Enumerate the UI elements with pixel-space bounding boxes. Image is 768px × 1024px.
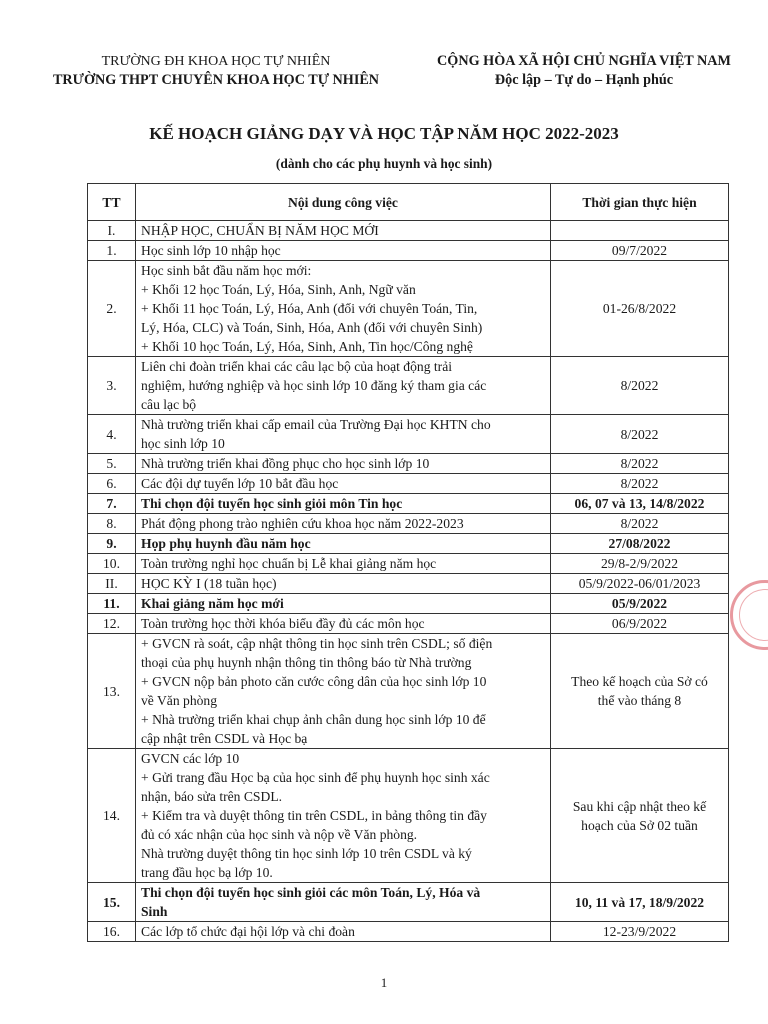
row-number: 7. bbox=[88, 494, 136, 514]
table-row bbox=[88, 454, 729, 474]
row-number: I. bbox=[88, 221, 136, 241]
schedule-table bbox=[87, 183, 729, 942]
row-time: 09/7/2022 bbox=[551, 241, 729, 261]
table-row bbox=[88, 634, 729, 749]
table-row bbox=[88, 415, 729, 454]
row-task: Các lớp tổ chức đại hội lớp và chi đoàn bbox=[136, 922, 551, 942]
national-motto: Độc lập – Tự do – Hạnh phúc bbox=[494, 72, 674, 88]
row-time: 06/9/2022 bbox=[551, 614, 729, 634]
table-row bbox=[88, 357, 729, 415]
page-number: 1 bbox=[380, 975, 388, 990]
row-task: Nhà trường triển khai đồng phục cho học sinh lớp 10 bbox=[136, 454, 551, 474]
header-work: Nội dung công việc bbox=[136, 184, 551, 221]
country-name: CỘNG HÒA XÃ HỘI CHỦ NGHĨA VIỆT NAM bbox=[437, 53, 731, 69]
row-time: 10, 11 và 17, 18/9/2022 bbox=[551, 883, 729, 922]
row-number: 13. bbox=[88, 634, 136, 749]
table-body bbox=[88, 221, 729, 942]
row-time: 05/9/2022-06/01/2023 bbox=[551, 574, 729, 594]
school-name: TRƯỜNG THPT CHUYÊN KHOA HỌC TỰ NHIÊN bbox=[52, 72, 380, 88]
row-task: GVCN các lớp 10 + Gửi trang đầu Học bạ của học sinh để phụ huynh học sinh xác nhận, báo sửa trên CSDL. + Kiểm tra và duyệt thông tin trên CSDL, in bảng thông tin đầy đủ có xác nhận của học sinh và nộp về Văn phòng. Nhà trường duyệt thông tin học sinh lớp 10 trên CSDL và ký trang đầu học bạ lớp 10. bbox=[136, 749, 551, 883]
row-time: Theo kế hoạch của Sở có thể vào tháng 8 bbox=[551, 634, 729, 749]
table-row bbox=[88, 474, 729, 494]
table-row bbox=[88, 574, 729, 594]
table-row bbox=[88, 241, 729, 261]
row-task: Toàn trường học thời khóa biểu đầy đủ các môn học bbox=[136, 614, 551, 634]
row-number: 11. bbox=[88, 594, 136, 614]
row-number: 3. bbox=[88, 357, 136, 415]
row-time: 01-26/8/2022 bbox=[551, 261, 729, 357]
row-time: Sau khi cập nhật theo kế hoạch của Sở 02 tuần bbox=[551, 749, 729, 883]
row-task: Khai giảng năm học mới bbox=[136, 594, 551, 614]
row-time: 06, 07 và 13, 14/8/2022 bbox=[551, 494, 729, 514]
row-task: + GVCN rà soát, cập nhật thông tin học sinh trên CSDL; số điện thoại của phụ huynh nhận thông tin thông báo từ Nhà trường + GVCN nộp bản photo căn cước công dân của học sinh lớp 10 về Văn phòng + Nhà trường triển khai chụp ảnh chân dung học sinh lớp 10 để cập nhật trên CSDL và Học bạ bbox=[136, 634, 551, 749]
row-task: Liên chi đoàn triển khai các câu lạc bộ của hoạt động trải nghiệm, hướng nghiệp và học sinh lớp 10 đăng ký tham gia các câu lạc bộ bbox=[136, 357, 551, 415]
table-row bbox=[88, 494, 729, 514]
row-time: 8/2022 bbox=[551, 514, 729, 534]
row-number: 10. bbox=[88, 554, 136, 574]
row-task: NHẬP HỌC, CHUẨN BỊ NĂM HỌC MỚI bbox=[136, 221, 551, 241]
row-number: 2. bbox=[88, 261, 136, 357]
table-row bbox=[88, 749, 729, 883]
table-row bbox=[88, 922, 729, 942]
row-task: Học sinh bắt đầu năm học mới: + Khối 12 học Toán, Lý, Hóa, Sinh, Anh, Ngữ văn + Khối 11 học Toán, Lý, Hóa, Anh (đối với chuyên Toán, Tin, Lý, Hóa, CLC) và Toán, Sinh, Hóa, Anh (đối với chuyên Sinh) + Khối 10 học Toán, Lý, Hóa, Sinh, Anh, Tin học/Công nghệ bbox=[136, 261, 551, 357]
row-task: Phát động phong trào nghiên cứu khoa học năm 2022-2023 bbox=[136, 514, 551, 534]
row-time: 8/2022 bbox=[551, 474, 729, 494]
document-subtitle: (dành cho các phụ huynh và học sinh) bbox=[275, 156, 493, 171]
table-row bbox=[88, 221, 729, 241]
row-number: 12. bbox=[88, 614, 136, 634]
school-header bbox=[30, 52, 402, 90]
national-header bbox=[414, 52, 754, 90]
table-row bbox=[88, 554, 729, 574]
row-task: HỌC KỲ I (18 tuần học) bbox=[136, 574, 551, 594]
row-number: 14. bbox=[88, 749, 136, 883]
university-name: TRƯỜNG ĐH KHOA HỌC TỰ NHIÊN bbox=[101, 54, 331, 69]
row-task: Họp phụ huynh đầu năm học bbox=[136, 534, 551, 554]
row-time: 05/9/2022 bbox=[551, 594, 729, 614]
row-time: 29/8-2/9/2022 bbox=[551, 554, 729, 574]
table-row bbox=[88, 534, 729, 554]
row-time: 12-23/9/2022 bbox=[551, 922, 729, 942]
header-tt: TT bbox=[88, 184, 136, 221]
row-task: Học sinh lớp 10 nhập học bbox=[136, 241, 551, 261]
table-row bbox=[88, 614, 729, 634]
row-time: 27/08/2022 bbox=[551, 534, 729, 554]
table-header-row bbox=[88, 184, 729, 221]
red-stamp-seal bbox=[730, 580, 768, 650]
row-number: 16. bbox=[88, 922, 136, 942]
table-row bbox=[88, 261, 729, 357]
document-title: KẾ HOẠCH GIẢNG DẠY VÀ HỌC TẬP NĂM HỌC 2022-2023 bbox=[149, 124, 619, 143]
table-row bbox=[88, 594, 729, 614]
row-number: 9. bbox=[88, 534, 136, 554]
row-number: II. bbox=[88, 574, 136, 594]
row-number: 6. bbox=[88, 474, 136, 494]
table-row bbox=[88, 514, 729, 534]
row-task: Thi chọn đội tuyển học sinh giỏi môn Tin học bbox=[136, 494, 551, 514]
table-row bbox=[88, 883, 729, 922]
row-number: 15. bbox=[88, 883, 136, 922]
row-task: Thi chọn đội tuyển học sinh giỏi các môn Toán, Lý, Hóa và Sinh bbox=[136, 883, 551, 922]
header-time: Thời gian thực hiện bbox=[551, 184, 729, 221]
row-time: 8/2022 bbox=[551, 454, 729, 474]
row-number: 1. bbox=[88, 241, 136, 261]
row-time: 8/2022 bbox=[551, 357, 729, 415]
row-number: 5. bbox=[88, 454, 136, 474]
row-task: Nhà trường triển khai cấp email của Trường Đại học KHTN cho học sinh lớp 10 bbox=[136, 415, 551, 454]
row-time bbox=[551, 221, 729, 241]
row-number: 8. bbox=[88, 514, 136, 534]
row-time: 8/2022 bbox=[551, 415, 729, 454]
row-task: Toàn trường nghỉ học chuẩn bị Lễ khai giảng năm học bbox=[136, 554, 551, 574]
row-number: 4. bbox=[88, 415, 136, 454]
row-task: Các đội dự tuyển lớp 10 bắt đầu học bbox=[136, 474, 551, 494]
